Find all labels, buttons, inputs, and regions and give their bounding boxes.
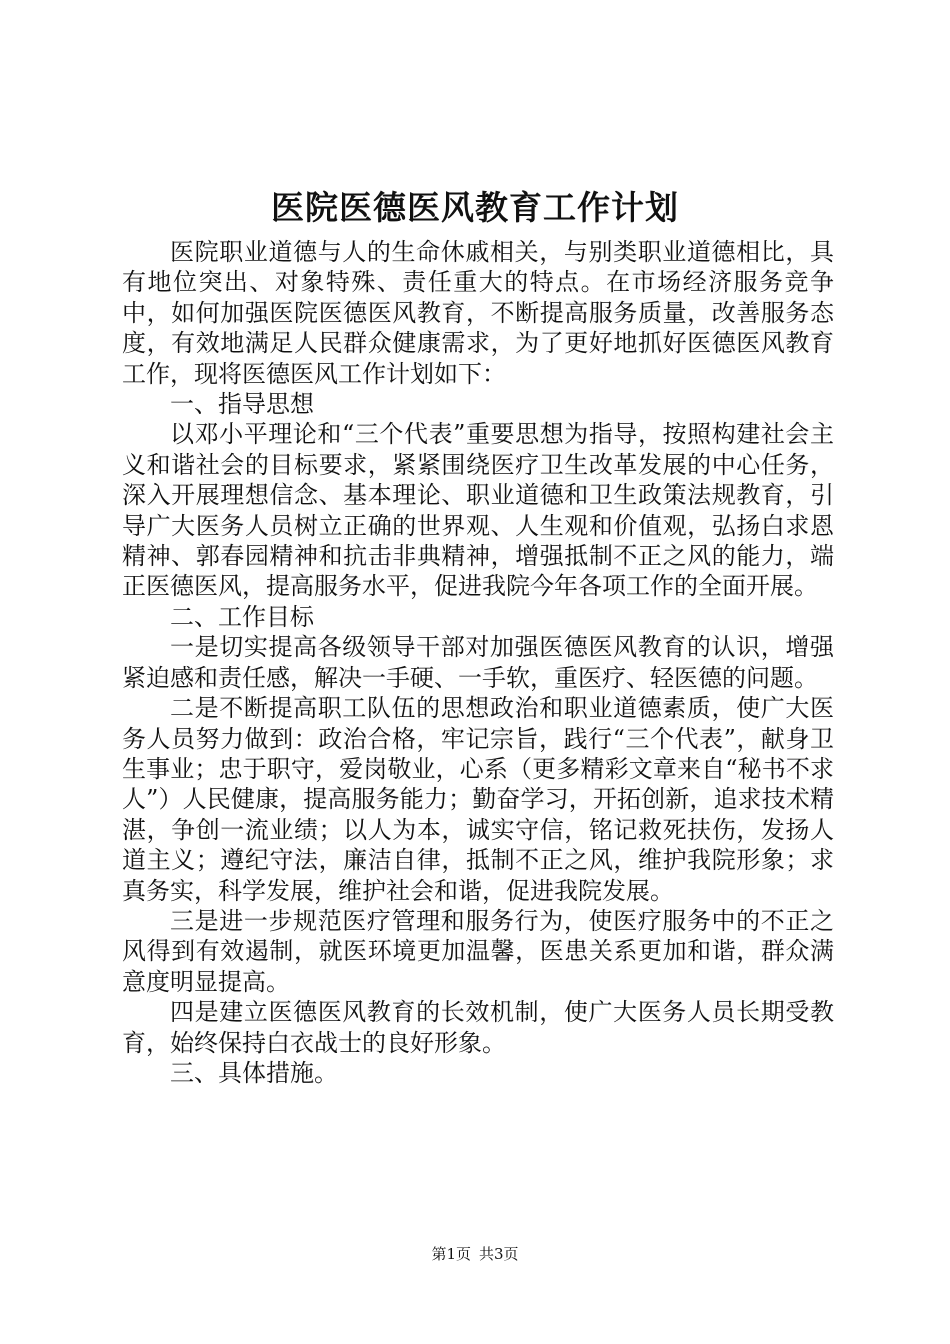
section-heading-work-goals: 二、工作目标 <box>170 602 314 631</box>
guiding-ideology-paragraph: 以邓小平理论和“三个代表”重要思想为指导，按照构建社会主义和谐社会的目标要求，紧紧围绕医疗卫生改革发展的中心任务，深入开展理想信念、基本理论、职业道德和卫生政策法规教育，引导广大医务人员树立正确的世界观、人生观和价值观，弘扬白求恩精神、郭春园精神和抗击非典精神，增强抵制不正之风的能力，端正医德医风，提高服务水平，促进我院今年各项工作的全面开展。 <box>122 420 834 601</box>
goal-paragraph-2: 二是不断提高职工队伍的思想政治和职业道德素质，使广大医务人员努力做到：政治合格，牢记宗旨，践行“三个代表”，献身卫生事业；忠于职守，爱岗敬业，心系（更多精彩文章来自“秘书不求人”）人民健康，提高服务能力；勤奋学习，开拓创新，追求技术精湛，争创一流业绩；以人为本，诚实守信，铭记救死扶伤，发扬人道主义；遵纪守法，廉洁自律，抵制不正之风，维护我院形象；求真务实，科学发展，维护社会和谐，促进我院发展。 <box>122 694 834 905</box>
intro-paragraph: 医院职业道德与人的生命休戚相关，与别类职业道德相比，具有地位突出、对象特殊、责任重大的特点。在市场经济服务竞争中，如何加强医院医德医风教育，不断提高服务质量，改善服务态度，有效地满足人民群众健康需求，为了更好地抓好医德医风教育工作，现将医德医风工作计划如下： <box>122 238 834 388</box>
section-heading-specific-measures: 三、具体措施。 <box>170 1058 338 1087</box>
goal-paragraph-3: 三是进一步规范医疗管理和服务行为，使医疗服务中的不正之风得到有效遏制，就医环境更加温馨，医患关系更加和谐，群众满意度明显提高。 <box>122 906 834 996</box>
goal-paragraph-4: 四是建立医德医风教育的长效机制，使广大医务人员长期受教育，始终保持白衣战士的良好形象。 <box>122 998 834 1057</box>
document-body <box>122 237 834 1088</box>
page-total: 共3页 <box>479 1245 519 1263</box>
goal-paragraph-1: 一是切实提高各级领导干部对加强医德医风教育的认识，增强紧迫感和责任感，解决一手硬、一手软，重医疗、轻医德的问题。 <box>122 633 834 692</box>
page-footer <box>0 1244 950 1264</box>
section-heading-guiding-ideology: 一、指导思想 <box>170 390 314 419</box>
page-number: 第1页 <box>431 1245 471 1263</box>
document-title: 医院医德医风教育工作计划 <box>271 188 679 227</box>
